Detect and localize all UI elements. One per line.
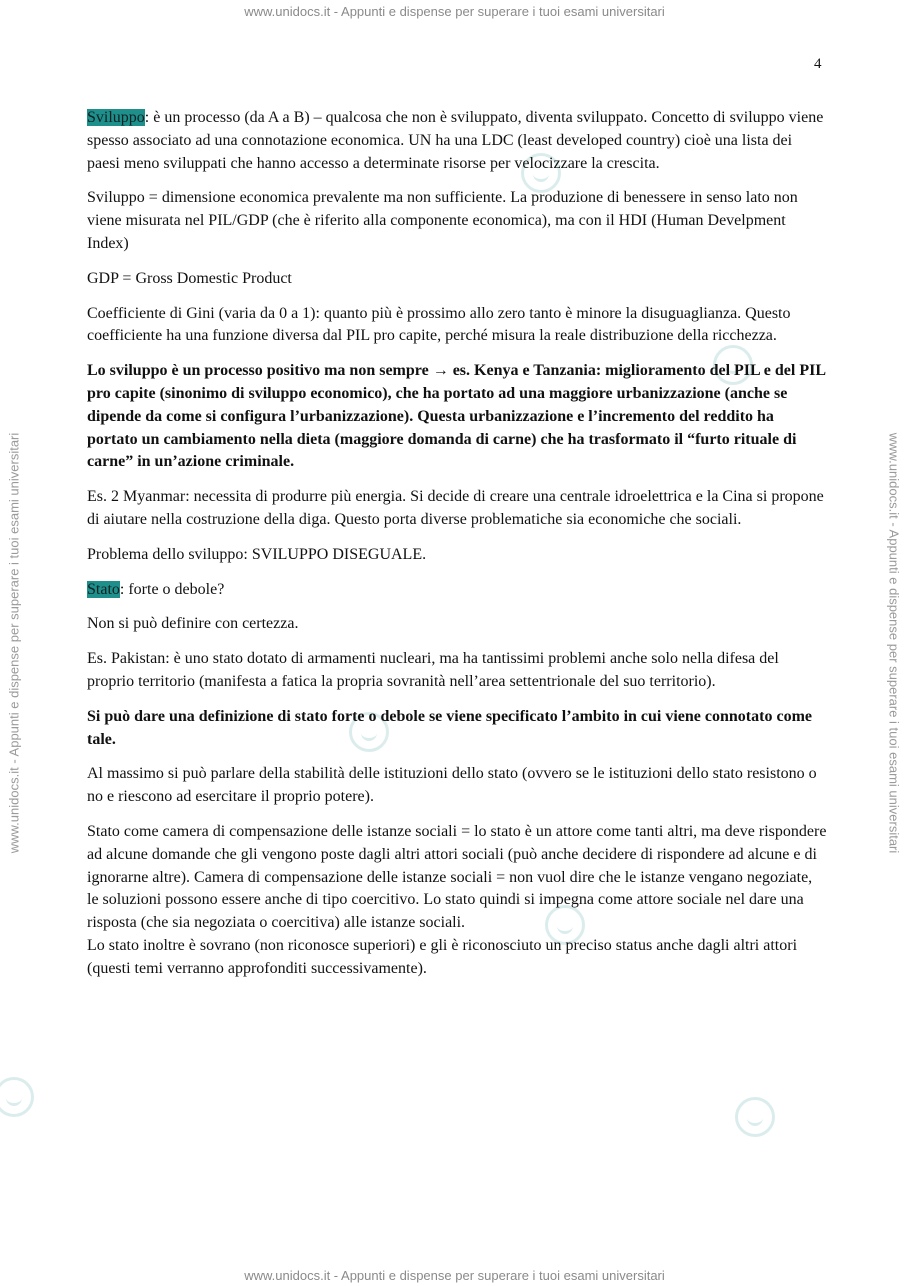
paragraph-gdp: GDP = Gross Domestic Product (87, 269, 292, 287)
watermark-bottom: www.unidocs.it - Appunti e dispense per superare i tuoi esami universitari (244, 1268, 665, 1283)
watermark-top: www.unidocs.it - Appunti e dispense per superare i tuoi esami universitari (244, 4, 665, 19)
paragraph-definizione-stato: Si può dare una definizione di stato forte o debole se viene specificato l’ambito in cui viene connotato come tale. (87, 707, 812, 748)
paragraph-pakistan: Es. Pakistan: è uno stato dotato di armamenti nucleari, ma ha tantissimi problemi anche solo nella difesa del proprio territorio (manifesta a fatica la propria sovranità nell’area settentrionale del suo territorio). (87, 650, 779, 690)
highlight-stato: Stato (87, 580, 120, 598)
paragraph-myanmar: Es. 2 Myanmar: necessita di produrre più energia. Si decide di creare una centrale idroelettrica e la Cina si propone di aiutare nella costruzione della diga. Questo porta diverse problematiche sia economiche che sociali. (87, 488, 824, 528)
paragraph-gini: Coefficiente di Gini (varia da 0 a 1): quanto più è prossimo allo zero tanto è minore la disuguaglianza. Questo coefficiente ha una funzione diversa dal PIL pro capite, perché misura la reale distribuzione della ricchezza. (87, 304, 791, 345)
paragraph-sviluppo-dimensione: Sviluppo = dimensione economica prevalente ma non sufficiente. La produzione di benessere in senso lato non viene misurata nel PIL/GDP (che è riferito alla componente economica), ma con il HDI (Human Develpment Index) (87, 189, 798, 252)
document-body (87, 107, 827, 993)
watermark-right: www.unidocs.it - Appunti e dispense per superare i tuoi esami universitari (886, 432, 902, 854)
paragraph-non-definire: Non si può definire con certezza. (87, 615, 299, 633)
paragraph-stato (87, 579, 827, 602)
watermark-left: www.unidocs.it - Appunti e dispense per superare i tuoi esami universitari (6, 432, 22, 854)
paragraph-text: : è un processo (da A a B) – qualcosa che non è sviluppato, diventa sviluppato. Concetto di sviluppo viene spesso associato ad una connotazione economica. UN ha una LDC (least developed country) cioè una lista dei paesi meno sviluppati che hanno accesso a determinate risorse per velocizzare la crescita. (87, 109, 824, 172)
paragraph-kenya-tanzania: Lo sviluppo è un processo positivo ma non sempre → es. Kenya e Tanzania: miglioramento del PIL e del PIL pro capite (sinonimo di sviluppo economico), che ha portato ad una maggiore urbanizzazione (anche se dipende da come si configura l’urbanizzazione). Questa urbanizzazione e l’incremento del reddito ha portato un cambiamento nella dieta (maggiore domanda di carne) che ha trasformato il “furto rituale di carne” in un’azione criminale. (87, 362, 826, 471)
watermark-logo-icon (735, 1097, 775, 1137)
watermark-logo-icon (0, 1077, 34, 1117)
paragraph-problema-sviluppo: Problema dello sviluppo: SVILUPPO DISEGUALE. (87, 545, 427, 563)
paragraph-camera-compensazione: Stato come camera di compensazione delle istanze sociali = lo stato è un attore come tanti altri, ma deve rispondere ad alcune domande che gli vengono poste dagli altri attori sociali (può anche decidere di rispondere ad alcune e di ignorarne altre). Camera di compensazione delle istanze sociali = non vuol dire che le istanze vengano negoziate, le soluzioni possono essere anche di tipo coercitivo. Lo stato quindi si impegna come attore sociale nel dare una risposta (che sia negoziata o coercitiva) alle istanze sociali. (87, 822, 827, 932)
paragraph-sviluppo (87, 107, 827, 175)
highlight-sviluppo: Sviluppo (87, 109, 145, 126)
paragraph-text: : forte o debole? (119, 580, 225, 598)
paragraph-stato-sovrano: Lo stato inoltre è sovrano (non riconosce superiori) e gli è riconosciuto un preciso status anche dagli altri attori (questi temi verranno approfonditi successivamente). (87, 936, 798, 977)
page-number: 4 (814, 56, 822, 72)
paragraph-stabilita: Al massimo si può parlare della stabilità delle istituzioni dello stato (ovvero se le istituzioni dello stato resistono o no e riescono ad esercitare il proprio potere). (87, 765, 817, 806)
